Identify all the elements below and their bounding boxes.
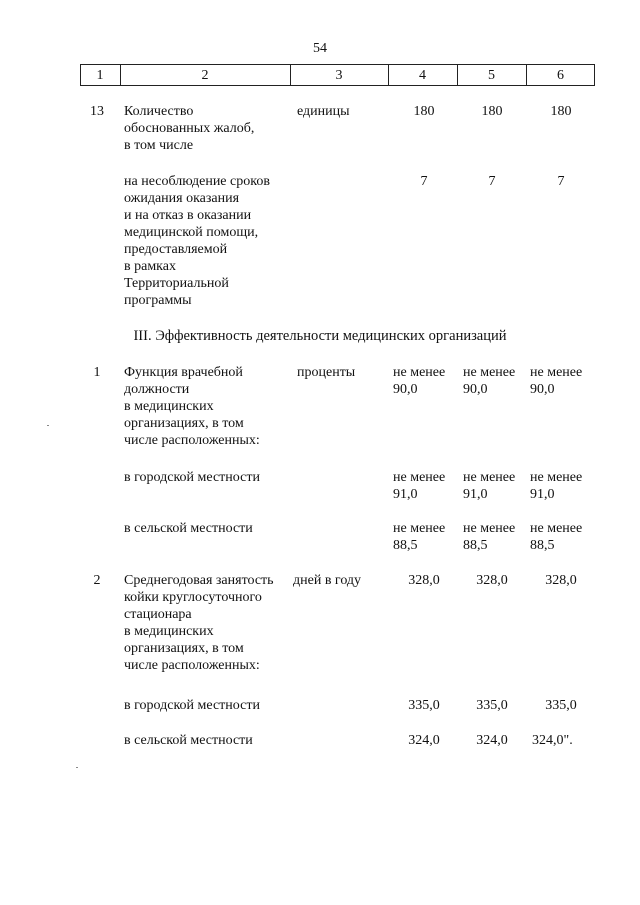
value-col-5 (463, 469, 525, 503)
row-name-line: в сельской местности (124, 521, 253, 536)
row-name (124, 572, 294, 674)
row-name-line: в городской местности (124, 470, 260, 485)
value-number: 90,0 (530, 382, 555, 397)
header-col-5: 5 (488, 68, 495, 83)
value-col-5: 328,0 (476, 573, 508, 588)
value-prefix: не менее (393, 521, 446, 536)
row-name (124, 697, 294, 714)
value-number: 88,5 (393, 538, 418, 553)
value-col-5: 7 (488, 174, 496, 189)
row-name-line: ожидания оказания (124, 191, 240, 206)
value-col-6 (530, 469, 592, 503)
row-name (124, 103, 294, 154)
row-name-line: стационара (124, 607, 192, 622)
value-prefix: не менее (530, 470, 583, 485)
row-number: 13 (90, 104, 104, 119)
margin-mark (76, 767, 78, 768)
row-name-line: койки круглосуточного (124, 590, 262, 605)
value-number: 91,0 (393, 487, 418, 502)
row-name-line: медицинской помощи, (124, 225, 259, 240)
value-col-5: 324,0 (476, 733, 508, 748)
row-unit: единицы (297, 104, 350, 119)
row-name (124, 173, 294, 309)
row-name-line: числе расположенных: (124, 658, 260, 673)
row-name-line: Среднегодовая занятость (124, 573, 274, 588)
row-name-line: на несоблюдение сроков (124, 174, 270, 189)
value-col-6 (530, 520, 592, 554)
row-name (124, 520, 294, 537)
row-name-line: программы (124, 293, 192, 308)
row-name-line: в сельской местности (124, 733, 253, 748)
value-prefix: не менее (463, 521, 516, 536)
value-col-6 (530, 364, 592, 398)
row-name-line: обоснованных жалоб, (124, 121, 255, 136)
value-number: 91,0 (530, 487, 555, 502)
header-col-4: 4 (419, 68, 426, 83)
row-name-line: организациях, в том (124, 416, 244, 431)
value-number: 88,5 (530, 538, 555, 553)
section-title: III. Эффективность деятельности медицинских организаций (133, 328, 507, 344)
value-prefix: не менее (530, 521, 583, 536)
header-col-6: 6 (557, 68, 564, 83)
row-name-line: Функция врачебной (124, 365, 243, 380)
row-unit: проценты (297, 365, 356, 380)
value-prefix: не менее (463, 365, 516, 380)
value-number: 90,0 (463, 382, 488, 397)
row-unit: дней в году (293, 573, 362, 588)
row-name (124, 469, 294, 486)
row-name-line: в том числе (124, 138, 194, 153)
value-prefix: не менее (530, 365, 583, 380)
value-col-5 (463, 520, 525, 554)
header-col-1: 1 (96, 68, 104, 83)
value-col-5: 180 (481, 104, 503, 119)
row-name-line: числе расположенных: (124, 433, 260, 448)
row-name (124, 732, 294, 749)
row-name-line: в рамках (124, 259, 176, 274)
header-col-3: 3 (335, 68, 343, 83)
table-header (80, 64, 595, 86)
value-col-6: 328,0 (545, 573, 577, 588)
header-col-2: 2 (201, 68, 209, 83)
value-col-5: 335,0 (476, 698, 508, 713)
row-name-line: организациях, в том (124, 641, 244, 656)
value-col-4: 180 (413, 104, 435, 119)
row-name-line: должности (124, 382, 190, 397)
value-number: 90,0 (393, 382, 418, 397)
row-name-line: в городской местности (124, 698, 260, 713)
value-number: 91,0 (463, 487, 488, 502)
value-prefix: не менее (393, 365, 446, 380)
value-col-6: 324,0". (532, 733, 573, 748)
row-name (124, 364, 294, 449)
value-prefix: не менее (393, 470, 446, 485)
value-col-6: 180 (550, 104, 572, 119)
value-col-4: 324,0 (408, 733, 440, 748)
row-name-line: предоставляемой (124, 242, 228, 257)
value-col-4 (393, 364, 455, 398)
row-name-line: Количество (124, 104, 194, 119)
value-col-5 (463, 364, 525, 398)
row-number: 1 (93, 365, 101, 380)
value-col-4: 335,0 (408, 698, 440, 713)
row-name-line: в медицинских (124, 624, 214, 639)
row-name-line: Территориальной (124, 276, 229, 291)
row-name-line: и на отказ в оказании (124, 208, 252, 223)
page-number: 54 (313, 41, 327, 56)
value-col-6: 7 (557, 174, 565, 189)
value-col-4 (393, 469, 455, 503)
value-prefix: не менее (463, 470, 516, 485)
value-number: 88,5 (463, 538, 488, 553)
row-name-line: в медицинских (124, 399, 214, 414)
value-col-6: 335,0 (545, 698, 577, 713)
value-col-4: 328,0 (408, 573, 440, 588)
value-col-4 (393, 520, 455, 554)
value-col-4: 7 (420, 174, 428, 189)
row-number: 2 (93, 573, 101, 588)
margin-mark (47, 425, 49, 426)
